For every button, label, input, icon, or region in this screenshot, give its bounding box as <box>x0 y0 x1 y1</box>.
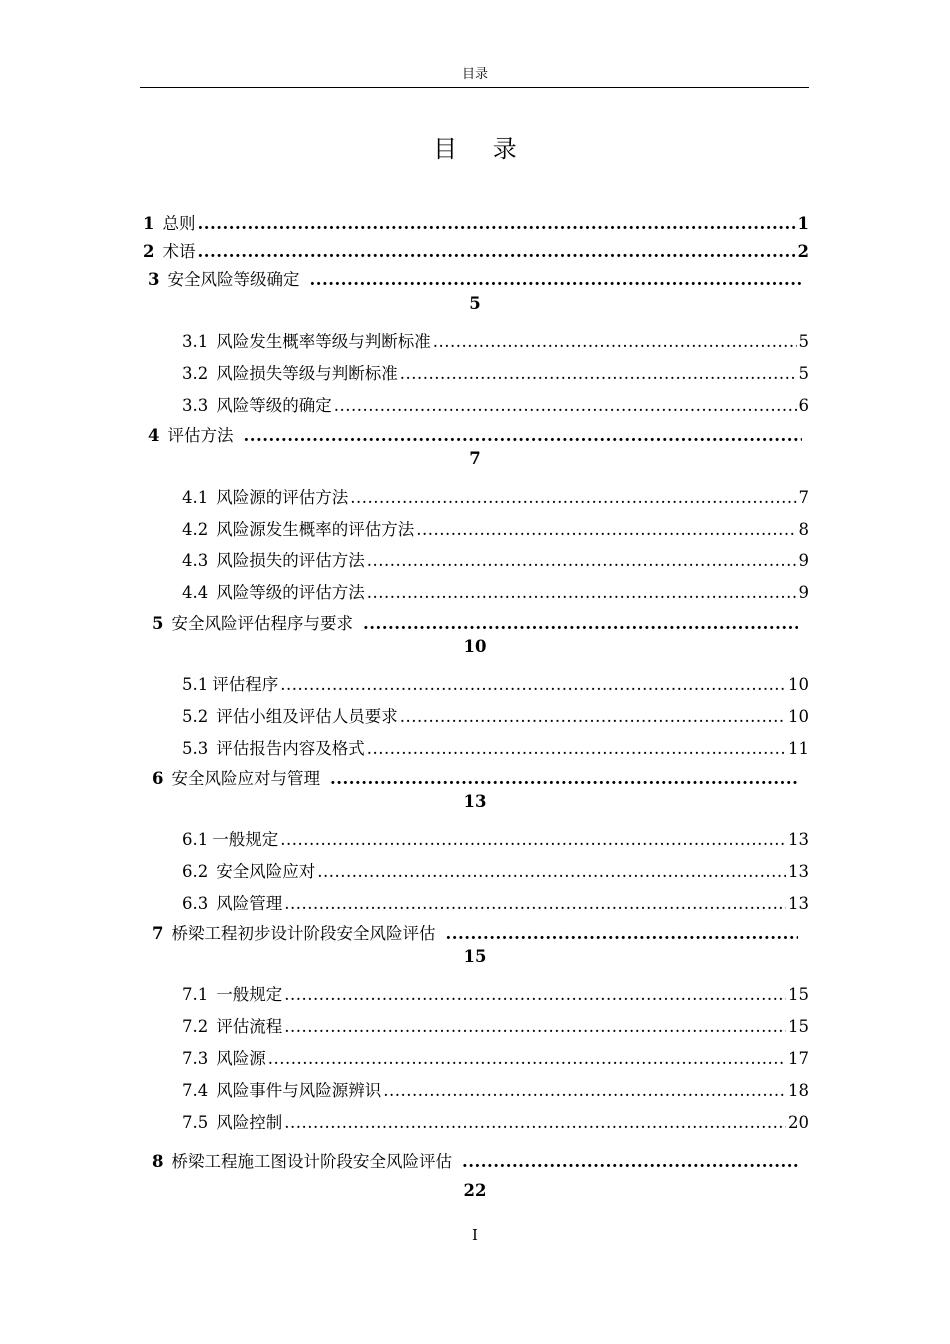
toc-section-number: 3.1 <box>182 332 209 351</box>
toc-section-title: 一般规定 <box>212 830 279 849</box>
toc-section-title: 风险管理 <box>216 894 283 913</box>
toc-page-number: 1 <box>797 214 809 233</box>
toc-section-title: 评估小组及评估人员要求 <box>216 707 398 726</box>
toc-leader <box>433 330 797 354</box>
toc-leader <box>445 922 798 946</box>
toc-section-title: 评估流程 <box>216 1017 283 1036</box>
toc-section-5-3[interactable] <box>182 737 809 761</box>
toc-section-number: 5.3 <box>182 739 209 758</box>
toc-page-number: 13 <box>788 862 809 881</box>
toc-page-number: 17 <box>788 1049 809 1068</box>
toc-section-title: 风险等级的确定 <box>216 396 332 415</box>
toc-section-7-5[interactable] <box>182 1111 809 1135</box>
toc-section-number: 5.1 <box>182 675 209 694</box>
toc-section-number: 5.2 <box>182 707 209 726</box>
toc-chapter-3-page: 5 <box>469 294 481 313</box>
toc-chapter-5[interactable] <box>152 612 800 636</box>
toc-section-number: 4.3 <box>182 551 209 570</box>
toc-section-title: 风险发生概率等级与判断标准 <box>216 332 431 351</box>
toc-leader <box>317 860 786 884</box>
toc-section-number: 7.1 <box>182 985 209 1004</box>
toc-section-number: 4.2 <box>182 520 209 539</box>
toc-leader <box>330 767 798 791</box>
toc-section-3-1[interactable] <box>182 330 809 354</box>
toc-leader <box>363 612 798 636</box>
toc-chapter-number: 5 <box>152 614 164 633</box>
toc-chapter-title: 术语 <box>162 242 196 261</box>
toc-section-number: 7.4 <box>182 1081 209 1100</box>
toc-chapter-title: 安全风险应对与管理 <box>171 769 320 788</box>
toc-chapter-number: 1 <box>143 214 155 233</box>
toc-chapter-3[interactable] <box>148 268 804 292</box>
toc-section-title: 一般规定 <box>216 985 283 1004</box>
toc-leader <box>268 1047 786 1071</box>
toc-leader <box>284 1111 786 1135</box>
toc-page-number: 10 <box>788 675 809 694</box>
toc-section-title: 风险事件与风险源辨识 <box>216 1081 382 1100</box>
toc-leader <box>197 212 795 236</box>
toc-page-number: 9 <box>798 551 809 570</box>
toc-leader <box>383 1079 786 1103</box>
toc-chapter-6-page: 13 <box>463 792 487 811</box>
toc-chapter-number: 6 <box>152 769 164 788</box>
toc-section-number: 4.4 <box>182 583 209 602</box>
toc-section-number: 7.2 <box>182 1017 209 1036</box>
toc-chapter-4-page: 7 <box>469 449 481 468</box>
toc-section-number: 4.1 <box>182 488 209 507</box>
toc-section-number: 6.2 <box>182 862 209 881</box>
toc-section-number: 7.5 <box>182 1113 209 1132</box>
toc-section-7-2[interactable] <box>182 1015 809 1039</box>
page-number-footer: I <box>472 1226 478 1244</box>
toc-leader <box>284 1015 786 1039</box>
toc-chapter-number: 7 <box>152 924 164 943</box>
toc-chapter-title: 安全风险等级确定 <box>167 270 300 289</box>
toc-leader <box>284 983 786 1007</box>
toc-page-number: 5 <box>798 332 809 351</box>
toc-section-title: 风险源 <box>216 1049 266 1068</box>
toc-leader <box>400 705 786 729</box>
toc-page-number: 18 <box>788 1081 809 1100</box>
toc-section-title: 风险损失等级与判断标准 <box>216 364 398 383</box>
page-title: 目 录 <box>433 135 531 163</box>
toc-page-number: 8 <box>798 520 809 539</box>
toc-page-number: 5 <box>798 364 809 383</box>
toc-chapter-1[interactable] <box>143 212 809 236</box>
toc-section-number: 3.3 <box>182 396 209 415</box>
toc-section-title: 评估报告内容及格式 <box>216 739 365 758</box>
toc-section-5-1[interactable] <box>182 673 809 697</box>
toc-chapter-7-page: 15 <box>463 947 487 966</box>
toc-section-4-4[interactable] <box>182 581 809 605</box>
toc-page-number: 7 <box>798 488 809 507</box>
toc-section-7-3[interactable] <box>182 1047 809 1071</box>
toc-section-title: 风险等级的评估方法 <box>216 583 365 602</box>
toc-section-6-2[interactable] <box>182 860 809 884</box>
toc-section-6-1[interactable] <box>182 828 809 852</box>
toc-chapter-title: 桥梁工程初步设计阶段安全风险评估 <box>171 924 436 943</box>
toc-section-4-3[interactable] <box>182 549 809 573</box>
toc-leader <box>243 424 802 448</box>
toc-chapter-8-page: 22 <box>463 1181 487 1200</box>
toc-chapter-5-page: 10 <box>463 637 487 656</box>
toc-page-number: 13 <box>788 830 809 849</box>
toc-section-6-3[interactable] <box>182 892 809 916</box>
toc-section-4-1[interactable] <box>182 486 809 510</box>
toc-chapter-4[interactable] <box>148 424 804 448</box>
toc-page-number: 13 <box>788 894 809 913</box>
toc-section-title: 风险源发生概率的评估方法 <box>216 520 415 539</box>
toc-leader <box>309 268 802 292</box>
toc-chapter-2[interactable] <box>143 240 809 264</box>
toc-page-number: 6 <box>798 396 809 415</box>
toc-leader <box>280 673 786 697</box>
toc-leader <box>462 1150 798 1174</box>
toc-chapter-title: 桥梁工程施工图设计阶段安全风险评估 <box>171 1152 452 1171</box>
toc-leader <box>334 394 797 418</box>
toc-chapter-8[interactable] <box>152 1150 800 1174</box>
toc-section-number: 6.3 <box>182 894 209 913</box>
toc-section-4-2[interactable] <box>182 518 809 542</box>
toc-page-number: 10 <box>788 707 809 726</box>
toc-chapter-number: 3 <box>148 270 160 289</box>
toc-page-number: 20 <box>788 1113 809 1132</box>
toc-leader <box>367 549 797 573</box>
toc-section-7-1[interactable] <box>182 983 809 1007</box>
toc-leader <box>197 240 795 264</box>
toc-page-number: 11 <box>788 739 809 758</box>
toc-chapter-title: 总则 <box>162 214 196 233</box>
toc-section-3-2[interactable] <box>182 362 809 386</box>
toc-section-title: 安全风险应对 <box>216 862 316 881</box>
running-header: 目录 <box>461 67 488 82</box>
toc-section-number: 6.1 <box>182 830 209 849</box>
toc-page-number: 15 <box>788 985 809 1004</box>
toc-section-3-3[interactable] <box>182 394 809 418</box>
toc-section-number: 7.3 <box>182 1049 209 1068</box>
toc-section-title: 评估程序 <box>212 675 279 694</box>
toc-section-7-4[interactable] <box>182 1079 809 1103</box>
toc-leader <box>284 892 786 916</box>
toc-chapter-6[interactable] <box>152 767 800 791</box>
toc-chapter-7[interactable] <box>152 922 800 946</box>
toc-leader <box>367 737 786 761</box>
toc-chapter-number: 2 <box>143 242 155 261</box>
toc-leader <box>280 828 786 852</box>
toc-page-number: 2 <box>797 242 809 261</box>
toc-page-number: 9 <box>798 583 809 602</box>
toc-leader <box>367 581 797 605</box>
toc-section-title: 风险控制 <box>216 1113 283 1132</box>
toc-page-number: 15 <box>788 1017 809 1036</box>
toc-leader <box>416 518 796 542</box>
toc-chapter-title: 安全风险评估程序与要求 <box>171 614 353 633</box>
toc-section-number: 3.2 <box>182 364 209 383</box>
toc-section-title: 风险损失的评估方法 <box>216 551 365 570</box>
toc-section-title: 风险源的评估方法 <box>216 488 349 507</box>
toc-section-5-2[interactable] <box>182 705 809 729</box>
toc-leader <box>350 486 796 510</box>
toc-chapter-number: 8 <box>152 1152 164 1171</box>
toc-leader <box>400 362 797 386</box>
toc-chapter-number: 4 <box>148 426 160 445</box>
toc-chapter-title: 评估方法 <box>167 426 234 445</box>
